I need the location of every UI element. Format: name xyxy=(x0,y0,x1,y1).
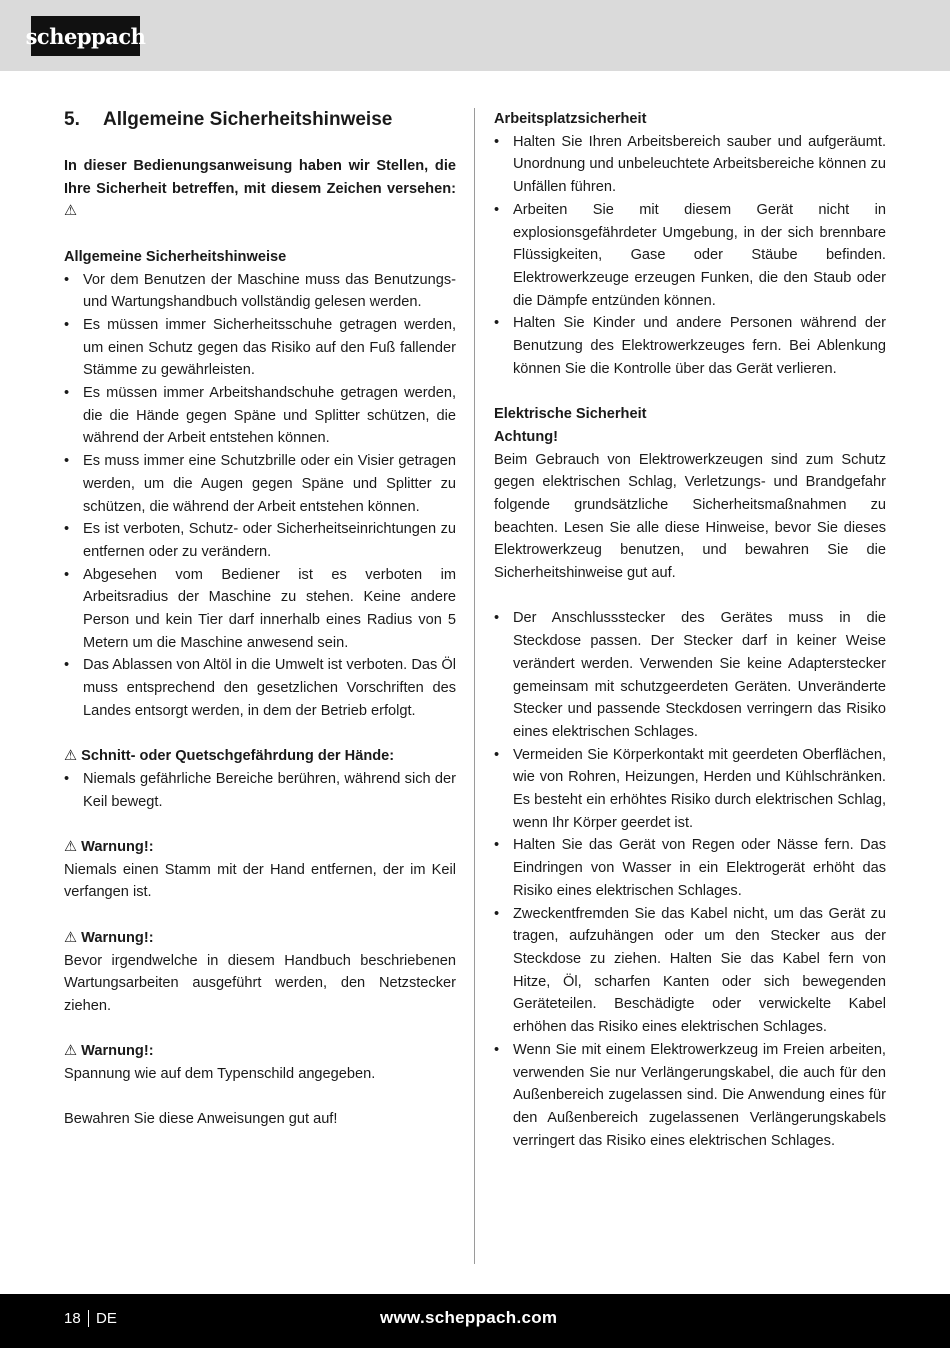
language-code: DE xyxy=(96,1310,117,1327)
page-footer xyxy=(0,1294,950,1348)
workplace-safety-heading: Arbeitsplatzsicherheit xyxy=(494,111,647,127)
list-item: • Der Anschlussstecker des Gerätes muss in die Steckdose passen. Der Stecker darf in keiner Weise verändert werden. Verwenden Sie keine Adapterstecker gemeinsam mit schutzgeerdeten Geräten. Unveränderte Stecker und passende Steckdosen verringern das Risiko eines elektrischen Schlages. xyxy=(494,607,886,743)
list-item: • Arbeiten Sie mit diesem Gerät nicht in explosionsgefährdeter Umgebung, in der sich brennbare Flüssigkeiten, Gase oder Stäube befinden. Elektrowerkzeuge erzeugen Funken, die den Staub oder die Dämpfe entzünden können. xyxy=(494,199,886,313)
warning-triangle-icon: ⚠ xyxy=(64,1043,78,1060)
electrical-intro: Beim Gebrauch von Elektrowerkzeugen sind zum Schutz gegen elektrischen Schlag, Verletzungs- und Brandgefahr folgende grundsätzliche Sicherheitsmaßnahmen zu beachten. Lesen Sie alle diese Hinweise, bevor Sie dieses Elektrowerkzeug benutzen, und bewahren Sie die Sicherheitshinweise gut auf. xyxy=(494,451,886,582)
right-column xyxy=(494,108,886,1152)
cut-hazard-heading: ⚠ Schnitt- oder Quetschgefährdung der Hände: xyxy=(64,748,395,765)
list-item: • Niemals gefährliche Bereiche berühren, während sich der Keil bewegt. xyxy=(64,768,456,813)
warning-heading: ⚠ Warnung!: xyxy=(64,929,154,946)
general-safety-list xyxy=(64,269,456,723)
warning-text: Niemals einen Stamm mit der Hand entfernen, der im Keil verfangen ist. xyxy=(64,861,456,901)
page-header xyxy=(0,0,950,71)
warning-heading: ⚠ Warnung!: xyxy=(64,1043,154,1060)
list-item: • Zweckentfremden Sie das Kabel nicht, um das Gerät zu tragen, aufzuhängen oder um den Stecker aus der Steckdose zu ziehen. Halten Sie das Kabel fern von Hitze, Öl, scharfen Kanten oder sich bewegenden Geräteteilen. Beschädigte oder verwickelte Kabel erhöhen das Risiko eines elektrischen Schlages. xyxy=(494,903,886,1039)
electrical-safety-list xyxy=(494,607,886,1152)
section-title xyxy=(64,108,456,132)
list-item: • Es muss immer eine Schutzbrille oder ein Visier getragen werden, um die Augen gegen Späne und Splitter zu schützen, die während der Arbeit entstehen können. xyxy=(64,450,456,518)
intro-text: In dieser Bedienungsanweisung haben wir Stellen, die Ihre Sicherheit betreffen, mit diesem Zeichen versehen: xyxy=(64,158,456,197)
section-title-text: Allgemeine Sicherheitshinweise xyxy=(103,109,393,130)
warning-text: Bevor irgendwelche in diesem Handbuch beschriebenen Wartungsarbeiten ausgeführt werden, den Netzstecker ziehen. xyxy=(64,952,456,1014)
warning-triangle-icon: ⚠ xyxy=(64,203,78,220)
list-item: • Halten Sie Ihren Arbeitsbereich sauber und aufgeräumt. Unordnung und unbeleuchtete Arbeitsbereiche können zu Unfällen führen. xyxy=(494,131,886,199)
list-item: • Halten Sie Kinder und andere Personen während der Benutzung des Elektrowerkzeuges fern. Bei Ablenkung können Sie die Kontrolle über das Gerät verlieren. xyxy=(494,312,886,380)
closing-note: Bewahren Sie diese Anweisungen gut auf! xyxy=(64,1111,338,1128)
list-item: • Es müssen immer Sicherheitsschuhe getragen werden, um einen Schutz gegen das Risiko auf den Fuß fallender Stämme zu gewährleisten. xyxy=(64,314,456,382)
column-divider xyxy=(474,108,475,1264)
list-item: • Wenn Sie mit einem Elektrowerkzeug im Freien arbeiten, verwenden Sie nur Verlängerungskabel, die auch für den Außenbereich zugelassen sind. Die Anwendung eines für den Außenbereich zugelassenen Verlängerungskabels verringert das Risiko eines elektrischen Schlages. xyxy=(494,1039,886,1153)
brand-logo: scheppach xyxy=(31,16,140,56)
warning-text: Spannung wie auf dem Typenschild angegeben. xyxy=(64,1066,376,1083)
warning-triangle-icon: ⚠ xyxy=(64,929,78,946)
section-number: 5. xyxy=(64,109,80,130)
footer-separator xyxy=(88,1310,89,1327)
list-item: • Das Ablassen von Altöl in die Umwelt ist verboten. Das Öl muss entsprechend den gesetzlichen Vorschriften des Landes entsorgt werden, in dem der Betrieb erfolgt. xyxy=(64,654,456,722)
electrical-safety-heading: Elektrische Sicherheit xyxy=(494,406,647,423)
list-item: • Es ist verboten, Schutz- oder Sicherheitseinrichtungen zu entfernen oder zu verändern. xyxy=(64,518,456,563)
workplace-safety-list xyxy=(494,131,886,381)
list-item: • Vor dem Benutzen der Maschine muss das Benutzungs- und Wartungshandbuch vollständig gelesen werden. xyxy=(64,269,456,314)
general-safety-heading: Allgemeine Sicherheitshinweise xyxy=(64,248,287,265)
website-link[interactable]: www.scheppach.com xyxy=(380,1308,558,1327)
warning-triangle-icon: ⚠ xyxy=(64,839,78,856)
warning-heading: ⚠ Warnung!: xyxy=(64,839,154,856)
cut-hazard-list xyxy=(64,768,456,813)
warning-triangle-icon: ⚠ xyxy=(64,748,78,765)
attention-label: Achtung! xyxy=(494,428,559,445)
list-item: • Abgesehen vom Bediener ist es verboten im Arbeitsradius der Maschine zu stehen. Keine andere Person und kein Tier darf innerhalb eines Radius von 5 Metern um die Maschine anwesend sein. xyxy=(64,564,456,655)
list-item: • Halten Sie das Gerät von Regen oder Nässe fern. Das Eindringen von Wasser in ein Elektrogerät erhöht das Risiko eines elektrischen Schlages. xyxy=(494,834,886,902)
list-item: • Vermeiden Sie Körperkontakt mit geerdeten Oberflächen, wie von Rohren, Heizungen, Herden und Kühlschränken. Es besteht ein erhöhtes Risiko durch elektrischen Schlag, wenn Ihr Körper geerdet ist. xyxy=(494,744,886,835)
left-column xyxy=(64,108,456,1131)
intro-paragraph xyxy=(64,155,456,223)
list-item: • Es müssen immer Arbeitshandschuhe getragen werden, die die Hände gegen Späne und Splitter schützen, die während der Arbeit entstehen können. xyxy=(64,382,456,450)
page-number: 18 xyxy=(64,1310,81,1327)
